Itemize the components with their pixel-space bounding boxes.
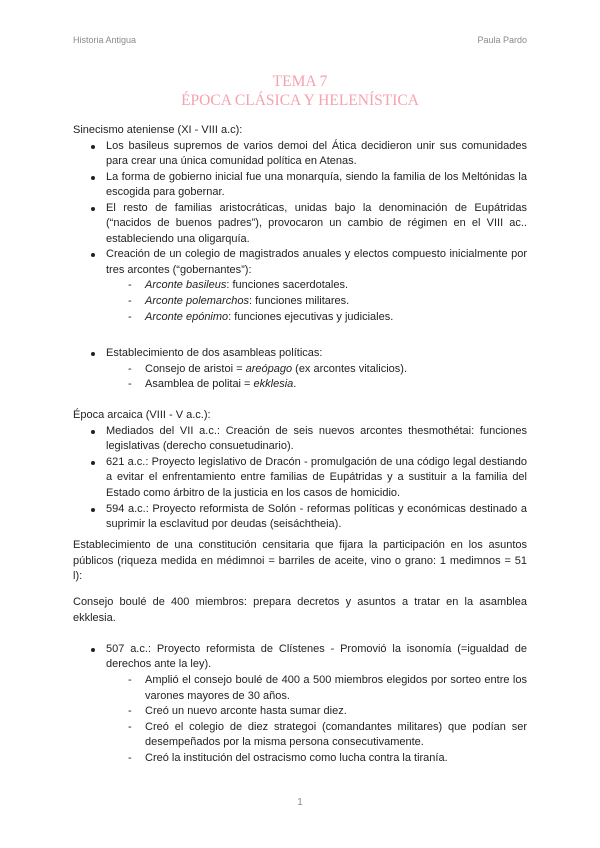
desc: Asamblea de politai = xyxy=(145,378,254,391)
term: ekklesia xyxy=(253,378,294,391)
sub-item: - Amplió el consejo boulé de 400 a 500 miembros elegidos por sorteo entre los varones mayores de 30 años. xyxy=(73,673,527,704)
desc: : funciones militares. xyxy=(248,295,350,308)
term: areópago xyxy=(245,362,293,375)
bullet-list xyxy=(73,424,527,533)
list-item: 621 a.c.: Proyecto legislativo de Dracón - promulgación de una código legal destiando a evitar el enfrentamiento entre familias de Eupátridas y a sustituir a la familia del Estado como árbitro de la justicia en los casos de homicidio. xyxy=(73,455,527,502)
paragraph: Consejo boulé de 400 miembros: prepara decretos y asuntos a tratar en la asamblea ekklesia. xyxy=(73,596,527,624)
sub-item xyxy=(73,362,527,378)
desc: . xyxy=(293,378,297,391)
sub-item xyxy=(73,278,527,294)
document-body xyxy=(73,123,527,766)
list-item: Mediados del VII a.c.: Creación de seis nuevos arcontes thesmothétai: funciones legislativas (derecho consuetudinario). xyxy=(73,424,527,455)
sub-item xyxy=(73,377,527,393)
sub-item xyxy=(73,294,527,310)
header-course: Historia Antigua xyxy=(73,35,137,45)
list-item: La forma de gobierno inicial fue una monarquía, siendo la familia de los Meltónidas la escogida para gobernar. xyxy=(73,170,527,201)
list-item: Creación de un colegio de magistrados anuales y electos compuesto inicialmente por tres arcontes (“gobernantes”): xyxy=(73,247,527,278)
sub-item xyxy=(73,310,527,326)
sub-item: - Creó el colegio de diez strategoi (comandantes militares) que podían ser desempeñados por la misma persona consecutivamente. xyxy=(73,720,527,751)
desc: : funciones sacerdotales. xyxy=(226,279,349,292)
term: Arconte epónimo xyxy=(145,310,229,323)
doc-title: ÉPOCA CLÁSICA Y HELENÍSTICA xyxy=(181,92,419,109)
paragraph: Establecimiento de una constitución censitaria que fijara la participación en los asuntos públicos (riqueza medida en médimnoi = barriles de aceite, vino o grano: 1 medimnos = 51 l): xyxy=(73,539,527,583)
doc-title-topic: TEMA 7 xyxy=(272,73,328,90)
section-heading: Sinecismo ateniense (XI - VIII a.c): xyxy=(73,124,243,136)
list-item: 594 a.c.: Proyecto reformista de Solón - reformas políticas y económicas destinado a suprimir la esclavitud por deudas (seisáchtheia). xyxy=(73,502,527,533)
header-author: Paula Pardo xyxy=(477,35,527,45)
sub-item: - Creó un nuevo arconte hasta sumar diez. xyxy=(73,704,527,720)
list-item: El resto de familias aristocráticas, unidas bajo la denominación de Eupátridas (“nacidos de buenos padres”), provocaron un cambio de régimen en el VIII ac.. estableciendo una oligarquía. xyxy=(73,201,527,248)
term: Arconte basileus xyxy=(145,279,227,292)
list-item: Establecimiento de dos asambleas políticas: xyxy=(73,346,527,362)
bullet-list xyxy=(73,642,527,766)
desc: : funciones ejecutivas y judiciales. xyxy=(228,310,394,323)
section-heading: Época arcaica (VIII - V a.c.): xyxy=(73,409,211,422)
desc: (ex arcontes vitalicios). xyxy=(292,362,408,375)
list-item: 507 a.c.: Proyecto reformista de Clístenes - Promovió la isonomía (=igualdad de derechos ante la ley). xyxy=(73,642,527,673)
term: Arconte polemarchos xyxy=(145,295,249,308)
list-item: Los basileus supremos de varios demoi del Ática decidieron unir sus comunidades para crear una única comunidad política en Atenas. xyxy=(73,139,527,170)
sub-item: - Creó la institución del ostracismo como lucha contra la tiranía. xyxy=(73,751,527,767)
page-number: 1 xyxy=(297,797,303,808)
desc: Consejo de aristoi = xyxy=(145,362,246,375)
bullet-list xyxy=(73,139,527,393)
